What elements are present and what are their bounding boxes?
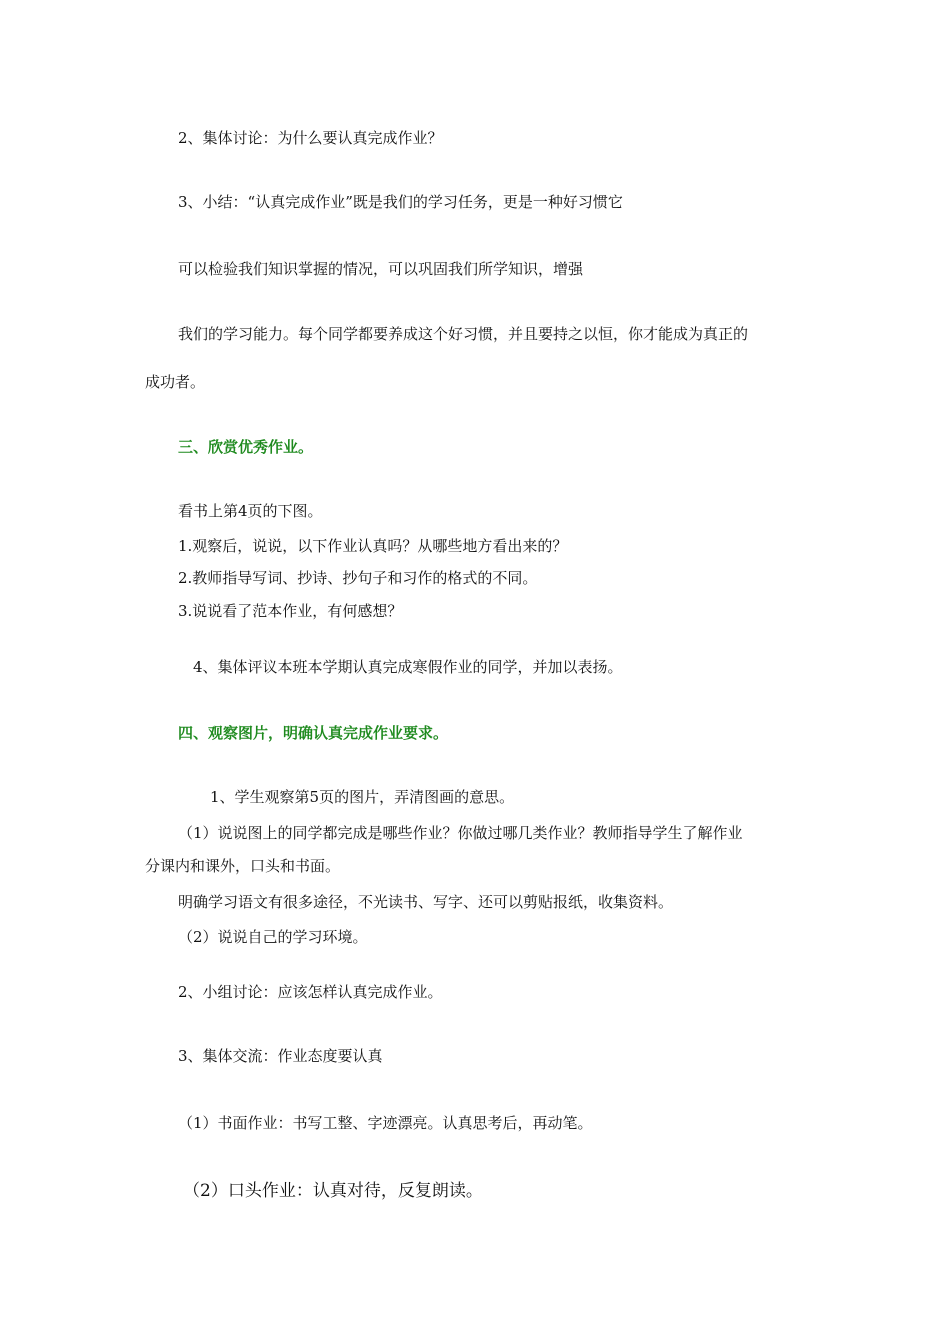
list-item: 1、学生观察第5页的图片，弄清图画的意思。 bbox=[210, 788, 515, 806]
paragraph-line: 我们的学习能力。每个同学都要养成这个好习惯，并且要持之以恒，你才能成为真正的 bbox=[178, 325, 749, 343]
paragraph-line: 可以检验我们知识掌握的情况，可以巩固我们所学知识，增强 bbox=[178, 260, 584, 278]
paragraph-line: 明确学习语文有很多途径，不光读书、写字、还可以剪贴报纸，收集资料。 bbox=[178, 893, 674, 911]
list-item: 1.观察后，说说，以下作业认真吗？从哪些地方看出来的？ bbox=[178, 537, 568, 555]
paragraph-line: 分课内和课外，口头和书面。 bbox=[145, 857, 341, 875]
paragraph-line: 2、集体讨论：为什么要认真完成作业？ bbox=[178, 129, 443, 147]
list-item: 4、集体评议本班本学期认真完成寒假作业的同学，并加以表扬。 bbox=[193, 658, 623, 676]
section-heading: 四、观察图片，明确认真完成作业要求。 bbox=[178, 724, 449, 742]
list-item: 3.说说看了范本作业，有何感想？ bbox=[178, 602, 403, 620]
section-heading: 三、欣赏优秀作业。 bbox=[178, 438, 314, 456]
paragraph-line: 看书上第4页的下图。 bbox=[178, 502, 323, 520]
list-item: 3、集体交流：作业态度要认真 bbox=[178, 1047, 383, 1065]
list-item: （1）书面作业：书写工整、字迹漂亮。认真思考后，再动笔。 bbox=[178, 1114, 593, 1132]
paragraph-line: 3、小结：“认真完成作业”既是我们的学习任务，更是一种好习惯它 bbox=[178, 193, 623, 211]
paragraph-line: 成功者。 bbox=[145, 373, 206, 391]
paragraph-line: （1）说说图上的同学都完成是哪些作业？你做过哪几类作业？教师指导学生了解作业 bbox=[178, 824, 743, 842]
list-item: （2）口头作业：认真对待，反复朗读。 bbox=[183, 1181, 483, 1201]
paragraph-line: （2）说说自己的学习环境。 bbox=[178, 928, 368, 946]
list-item: 2、小组讨论：应该怎样认真完成作业。 bbox=[178, 983, 443, 1001]
list-item: 2.教师指导写词、抄诗、抄句子和习作的格式的不同。 bbox=[178, 569, 538, 587]
